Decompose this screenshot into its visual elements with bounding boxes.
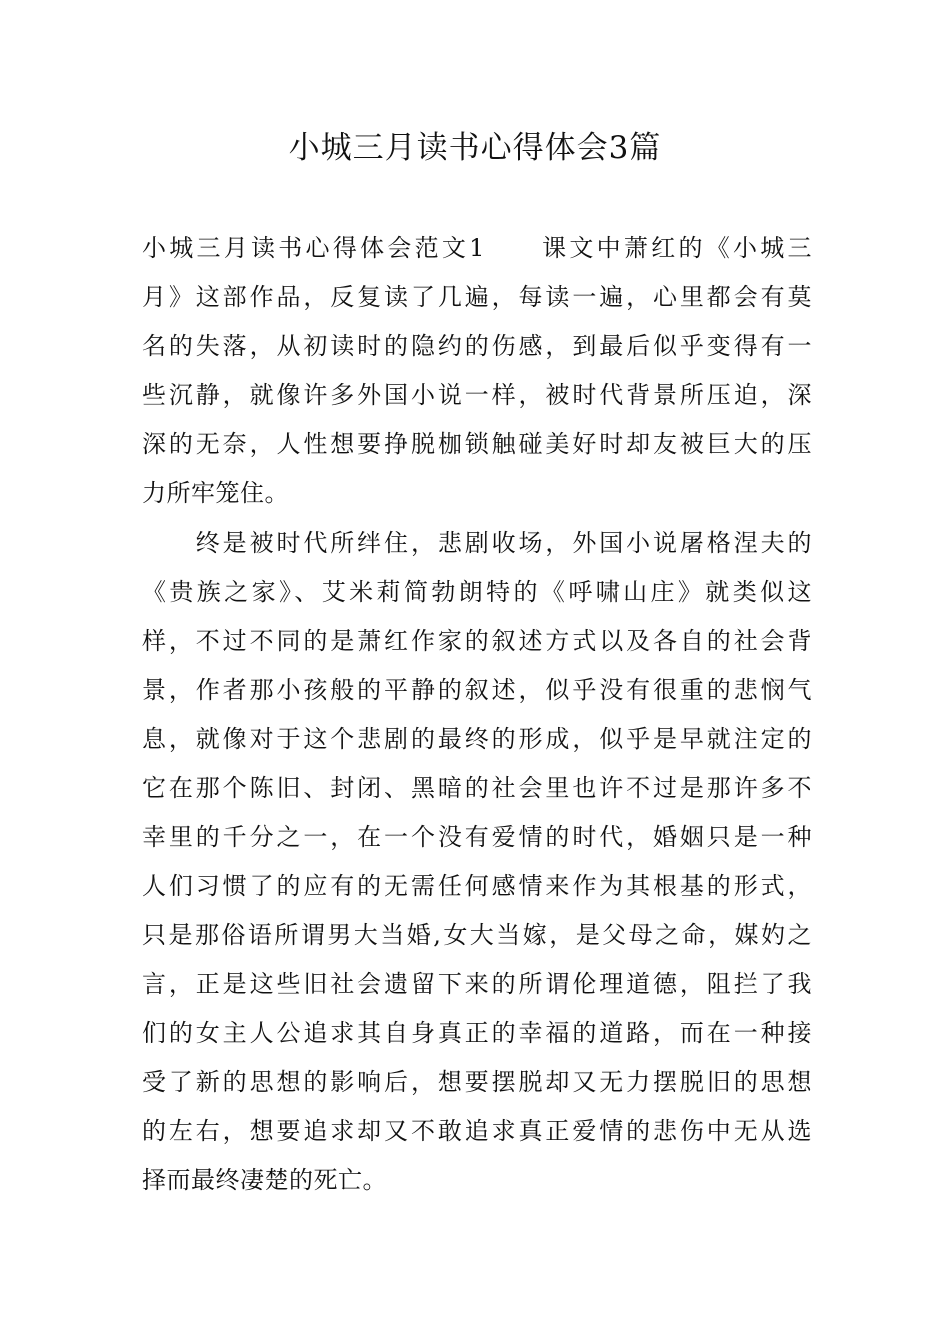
text-line: 的左右，想要追求却又不敢追求真正爱情的悲伤中无从选 [142,1117,812,1145]
text-line: 幸里的千分之一，在一个没有爱情的时代，婚姻只是一种 [142,823,812,851]
document-body [142,224,812,1205]
text-line: 景，作者那小孩般的平静的叙述，似乎没有很重的悲悯气 [142,676,812,704]
text-line: 人们习惯了的应有的无需任何感情来作为其根基的形式， [142,872,812,900]
text-line: 深的无奈，人性想要挣脱枷锁触碰美好时却友被巨大的压 [142,430,812,458]
text-line: 息，就像对于这个悲剧的最终的形成，似乎是早就注定的 [142,725,812,753]
text-line: 名的失落，从初读时的隐约的伤感，到最后似乎变得有一 [142,332,812,360]
text-line: 们的女主人公追求其自身真正的幸福的道路，而在一种接 [142,1019,812,1047]
text-line: 终是被时代所绊住，悲剧收场，外国小说屠格涅夫的 [142,529,812,557]
text-line: 言，正是这些旧社会遗留下来的所谓伦理道德，阻拦了我 [142,970,812,998]
document-title: 小城三月读书心得体会3篇 [288,130,662,166]
text-line: 小城三月读书心得体会范文1 课文中萧红的《小城三 [142,234,812,262]
text-line: 择而最终凄楚的死亡。 [142,1166,387,1194]
text-line: 它在那个陈旧、封闭、黑暗的社会里也许不过是那许多不 [142,774,812,802]
paragraph-1 [142,224,812,518]
paragraph-2 [142,519,812,1205]
text-line: 样，不过不同的是萧红作家的叙述方式以及各自的社会背 [142,627,812,655]
text-line: 受了新的思想的影响后，想要摆脱却又无力摆脱旧的思想 [142,1068,812,1096]
text-line: 些沉静，就像许多外国小说一样，被时代背景所压迫，深 [142,381,812,409]
text-line: 力所牢笼住。 [142,479,289,507]
text-line: 只是那俗语所谓男大当婚,女大当嫁，是父母之命，媒妁之 [142,921,812,949]
text-line: 《贵族之家》、艾米莉简勃朗特的《呼啸山庄》就类似这 [142,578,812,606]
text-line: 月》这部作品，反复读了几遍，每读一遍，心里都会有莫 [142,283,812,311]
